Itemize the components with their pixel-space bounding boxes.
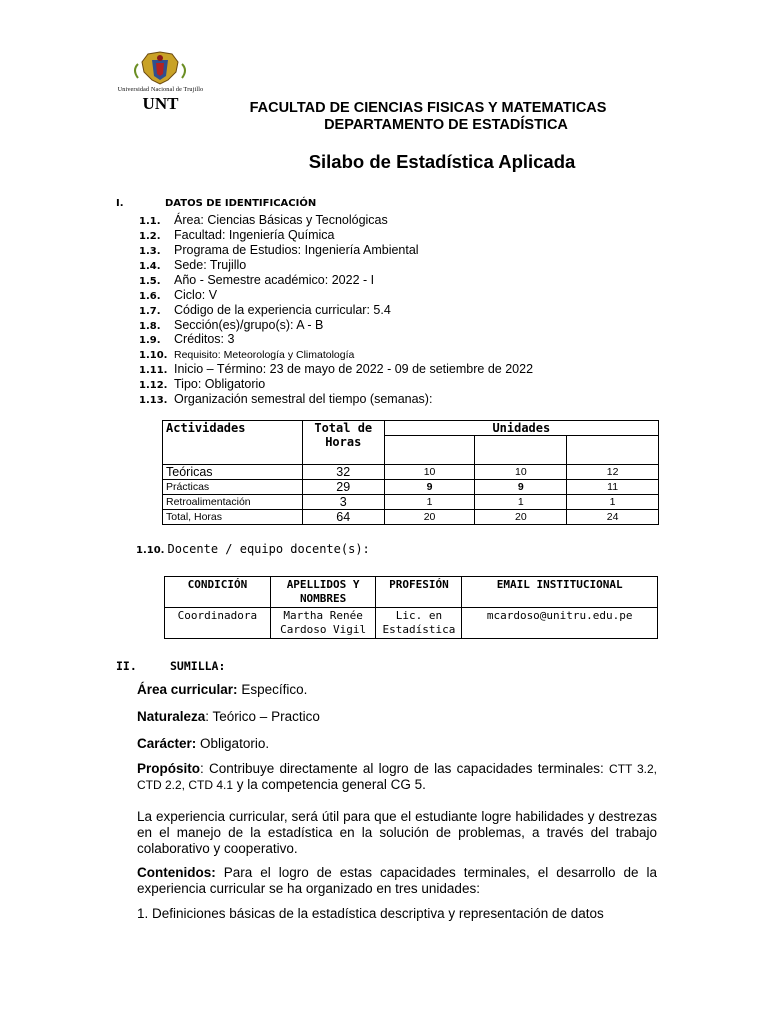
- item-number: 1.9.: [139, 335, 161, 346]
- crest-icon: [108, 50, 213, 90]
- section-2-heading: [116, 659, 225, 673]
- cell-email[interactable]: mcardoso@unitru.edu.pe: [462, 608, 658, 639]
- item-number: 1.2.: [139, 231, 161, 242]
- item-text: Tipo: Obligatorio: [174, 377, 266, 391]
- section-1-numeral: I.: [116, 198, 124, 209]
- row-total: 3: [302, 495, 384, 510]
- row-label: Retroalimentación: [163, 495, 303, 510]
- item-text: Facultad: Ingeniería Química: [174, 228, 335, 242]
- item-number: 1.13.: [139, 395, 168, 406]
- list-item: [139, 273, 374, 287]
- hours-table: [162, 420, 659, 525]
- item-number: 1.7.: [139, 306, 161, 317]
- row-label: Total, Horas: [163, 510, 303, 525]
- item-text: Créditos: 3: [174, 332, 235, 346]
- row-unit-2: 9: [475, 480, 567, 495]
- row-unit-3: 12: [567, 465, 659, 480]
- col-apellidos-nombres: APELLIDOS Y NOMBRES: [270, 577, 376, 608]
- list-item: [139, 362, 533, 376]
- caracter-value: Obligatorio.: [200, 736, 270, 751]
- row-unit-1: 10: [384, 465, 475, 480]
- area-curricular: [137, 682, 657, 698]
- row-total: 29: [302, 480, 384, 495]
- item-text: Requisito: Meteorología y Climatología: [174, 349, 355, 361]
- table-row: [163, 465, 659, 480]
- item-text: Sede: Trujillo: [174, 258, 247, 272]
- section-2-numeral: II.: [116, 659, 137, 673]
- proposito-codes: CTT 3.2, CTD 2.2, CTD 4.1: [137, 762, 657, 792]
- cell-apellidos-nombres: Martha Renée Cardoso Vigil: [270, 608, 376, 639]
- docente-table: [164, 576, 658, 639]
- item-text: Programa de Estudios: Ingeniería Ambiental: [174, 243, 419, 257]
- row-unit-1: 9: [384, 480, 475, 495]
- item-number: 1.10.: [139, 350, 168, 361]
- row-total: 32: [302, 465, 384, 480]
- logo-acronym: UNT: [142, 94, 179, 113]
- item-text: Sección(es)/grupo(s): A - B: [174, 318, 324, 332]
- area-value: Específico.: [241, 682, 308, 697]
- naturaleza: [137, 709, 657, 725]
- document-title: Silabo de Estadística Aplicada: [308, 151, 576, 172]
- row-label: Teóricas: [163, 465, 303, 480]
- row-unit-2: 1: [475, 495, 567, 510]
- row-unit-2: 10: [475, 465, 567, 480]
- item-text: Organización semestral del tiempo (semanas):: [174, 392, 433, 406]
- docente-heading: [136, 542, 370, 556]
- list-item: [139, 303, 391, 317]
- department-heading: DEPARTAMENTO DE ESTADÍSTICA: [324, 117, 568, 133]
- table-row: [163, 510, 659, 525]
- faculty-heading: FACULTAD DE CIENCIAS FISICAS Y MATEMATICAS: [249, 100, 607, 116]
- item-text: Ciclo: V: [174, 288, 218, 302]
- item-number: 1.1.: [139, 216, 161, 227]
- caracter-label: Carácter:: [137, 736, 197, 751]
- row-unit-3: 1: [567, 495, 659, 510]
- docente-number: 1.10.: [136, 545, 165, 556]
- list-item: [139, 392, 432, 406]
- contenidos-value: Para el logro de estas capacidades terminales, el desarrollo de la experiencia curricular se ha organizado en tres unidades:: [137, 865, 657, 896]
- contenidos: [137, 865, 657, 897]
- col-total-horas: Total de Horas: [302, 421, 384, 465]
- row-unit-3: 11: [567, 480, 659, 495]
- item-text: Código de la experiencia curricular: 5.4: [174, 303, 391, 317]
- proposito-label: Propósito: [137, 761, 200, 776]
- naturaleza-value: : Teórico – Practico: [205, 709, 320, 724]
- col-profesion: PROFESIÓN: [376, 577, 462, 608]
- item-number: 1.3.: [139, 246, 161, 257]
- col-condicion: CONDICIÓN: [165, 577, 271, 608]
- section-2-title: SUMILLA:: [170, 659, 226, 673]
- list-item: [139, 332, 234, 346]
- item-number: 1.11.: [139, 365, 168, 376]
- contenidos-label: Contenidos:: [137, 865, 216, 880]
- item-number: 1.5.: [139, 276, 161, 287]
- table-header-row: [163, 421, 659, 436]
- list-item: [139, 213, 388, 227]
- proposito-text: : Contribuye directamente al logro de las capacidades terminales:: [200, 761, 610, 776]
- logo-university-name: Universidad Nacional de Trujillo: [117, 87, 204, 93]
- list-item: [139, 288, 217, 302]
- row-unit-3: 24: [567, 510, 659, 525]
- list-item: [139, 318, 323, 332]
- item-text: Área: Ciencias Básicas y Tecnológicas: [174, 213, 388, 227]
- list-item: [139, 347, 354, 361]
- list-item: [139, 228, 335, 242]
- list-item: [139, 377, 265, 391]
- col-email: EMAIL INSTITUCIONAL: [462, 577, 658, 608]
- caracter: [137, 736, 657, 752]
- section-1-title: DATOS DE IDENTIFICACIÓN: [165, 198, 317, 209]
- list-item: [139, 258, 246, 272]
- item-number: 1.8.: [139, 321, 161, 332]
- col-unidades: Unidades: [384, 421, 658, 436]
- row-unit-2: 20: [475, 510, 567, 525]
- col-actividades: Actividades: [163, 421, 303, 465]
- cell-condicion: Coordinadora: [165, 608, 271, 639]
- item-text: Año - Semestre académico: 2022 - I: [174, 273, 375, 287]
- proposito-text-end: y la competencia general CG 5.: [233, 777, 426, 792]
- row-total: 64: [302, 510, 384, 525]
- section-1-heading: [116, 198, 316, 209]
- paragraph: La experiencia curricular, será útil para que el estudiante logre habilidades y destrezas en el manejo de la estadística en la solución de problemas, a través del trabajo colaborativo y cooperativo.: [137, 809, 657, 856]
- table-row: [163, 480, 659, 495]
- area-label: Área curricular:: [137, 682, 238, 697]
- item-number: 1.4.: [139, 261, 161, 272]
- item-number: 1.12.: [139, 380, 168, 391]
- table-row: [163, 495, 659, 510]
- table-row: [165, 608, 658, 639]
- list-item: 1. Definiciones básicas de la estadística descriptiva y representación de datos: [137, 906, 604, 921]
- naturaleza-label: Naturaleza: [137, 709, 206, 724]
- proposito: [137, 761, 657, 793]
- row-unit-1: 20: [384, 510, 475, 525]
- row-unit-1: 1: [384, 495, 475, 510]
- item-number: 1.6.: [139, 291, 161, 302]
- item-text: Inicio – Término: 23 de mayo de 2022 - 09 de setiembre de 2022: [174, 362, 534, 376]
- row-label: Prácticas: [163, 480, 303, 495]
- table-header-row: [165, 577, 658, 608]
- docente-label: Docente / equipo docente(s):: [167, 542, 370, 556]
- cell-profesion: Lic. en Estadística: [376, 608, 462, 639]
- list-item: [139, 243, 419, 257]
